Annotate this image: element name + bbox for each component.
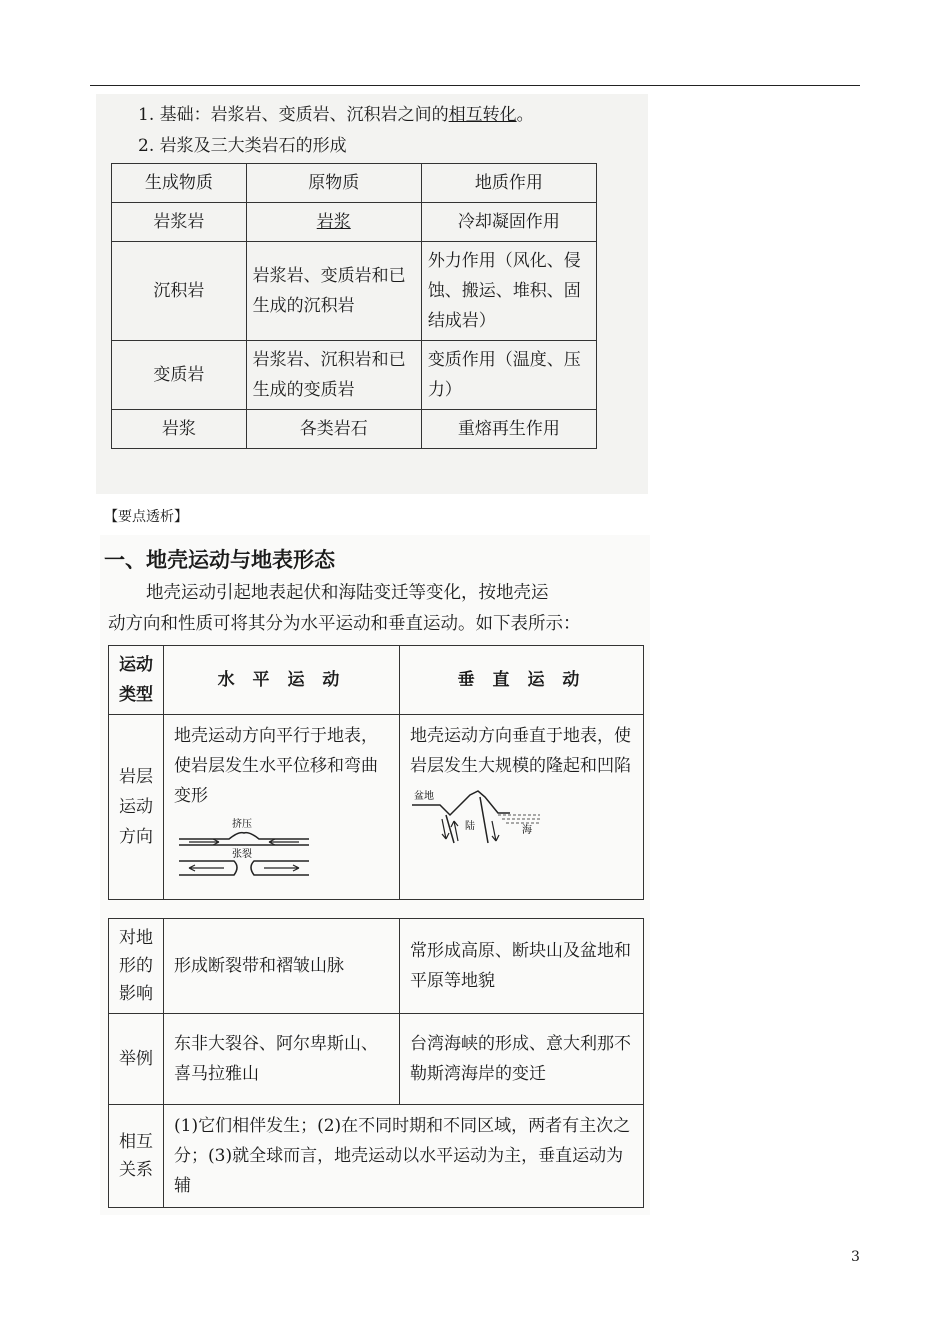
cell-horizontal [164,715,400,900]
cell: 岩浆 [112,410,247,449]
diagram-label-sea: 海 [522,825,532,836]
cell: 变质作用（温度、压力） [421,341,596,410]
page-number: 3 [851,1249,860,1265]
table-row [112,203,597,242]
cell: 外力作用（风化、侵蚀、搬运、堆积、固结成岩） [421,242,596,341]
table-row [112,410,597,449]
table-row [109,1014,644,1105]
cell-vertical: 台湾海峡的形成、意大利那不勒斯湾海岸的变迁 [400,1014,644,1105]
header-rule [90,85,860,86]
cell: 岩浆岩 [112,203,247,242]
section-note: 【要点透析】 [104,509,188,525]
table-header-row [109,646,644,715]
intro-paragraph [108,578,648,640]
table-row [109,1105,644,1208]
fault-lines [446,797,488,843]
diagram-label-compress: 挤压 [232,819,252,830]
table-row [112,341,597,410]
header-cell: 生成物质 [112,164,247,203]
intro-line-1: 1. 基础：岩浆岩、变质岩、沉积岩之间的相互转化。 [138,105,534,125]
header-cell: 原物质 [246,164,421,203]
table-row [109,715,644,900]
cell: 沉积岩 [112,242,247,341]
header-cell-horizontal: 水 平 运 动 [164,646,400,715]
cell: 岩浆岩、变质岩和已生成的沉积岩 [246,242,421,341]
table-header-row [112,164,597,203]
diagram-label-rift: 张裂 [232,849,252,860]
section-title: 一、地壳运动与地表形态 [104,548,335,572]
vertical-movement-diagram [410,787,550,849]
arrow-left-icon [189,865,224,871]
cell: 岩浆 [246,203,421,242]
table-row [109,919,644,1014]
cell: 重熔再生作用 [421,410,596,449]
cell: 各类岩石 [246,410,421,449]
rock-formation-table [111,163,597,449]
vertical-text: 地壳运动方向垂直于地表，使岩层发生大规模的隆起和凹陷 [410,726,631,776]
paragraph-line: 动方向和性质可将其分为水平运动和垂直运动。如下表所示： [108,614,581,634]
header-cell: 地质作用 [421,164,596,203]
cell-relation: (1)它们相伴发生；(2)在不同时期和不同区域，两者有主次之分；(3)就全球而言，地壳运动以水平运动为主，垂直运动为辅 [164,1105,644,1208]
arrow-down-icon [492,821,499,841]
header-cell-type: 运动类型 [109,646,164,715]
crustal-movement-table-top [108,645,644,900]
cell-horizontal: 东非大裂谷、阿尔卑斯山、喜马拉雅山 [164,1014,400,1105]
row-label: 相互关系 [109,1105,164,1208]
cell-vertical: 常形成高原、断块山及盆地和平原等地貌 [400,919,644,1014]
header-cell-vertical: 垂 直 运 动 [400,646,644,715]
arrow-left-icon [269,839,299,845]
fold-line [179,833,309,839]
crustal-movement-table-bottom [108,918,644,1208]
cell: 岩浆岩、沉积岩和已生成的变质岩 [246,341,421,410]
row-label: 举例 [109,1014,164,1105]
row-label: 岩层运动方向 [109,715,164,900]
arrow-right-icon [189,839,219,845]
arrow-right-icon [264,865,299,871]
diagram-label-land: 陆 [465,821,475,832]
cell: 冷却凝固作用 [421,203,596,242]
sea-lines [498,815,540,823]
row-label: 对地形的影响 [109,919,164,1014]
cell-horizontal: 形成断裂带和褶皱山脉 [164,919,400,1014]
diagram-label-basin: 盆地 [414,791,434,802]
paragraph-line: 地壳运动引起地表起伏和海陆变迁等变化，按地壳运 [146,583,549,603]
table-row [112,242,597,341]
intro-line-2: 2. 岩浆及三大类岩石的形成 [138,136,347,156]
cell: 变质岩 [112,341,247,410]
cell-vertical [400,715,644,900]
horizontal-text: 地壳运动方向平行于地表，使岩层发生水平位移和弯曲变形 [174,726,378,806]
horizontal-movement-diagram [174,817,314,879]
